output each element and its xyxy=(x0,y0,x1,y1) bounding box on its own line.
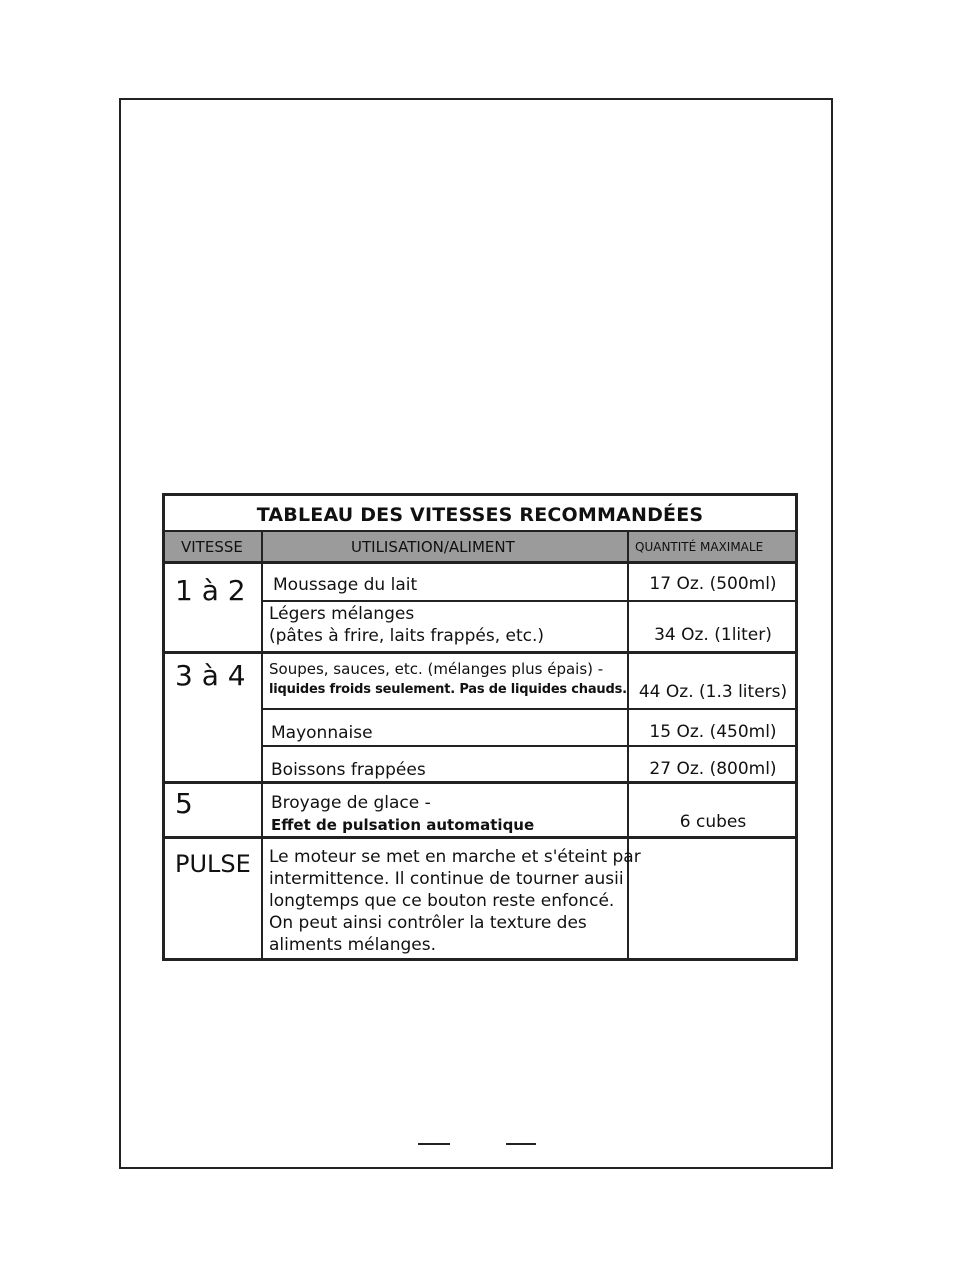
qty-frozen-drinks: 27 Oz. (800ml) xyxy=(649,759,777,779)
usage-ice-crush-2: Effet de pulsation automatique xyxy=(271,816,535,834)
divider-r2-r3 xyxy=(165,781,795,784)
divider-r1-sub xyxy=(261,600,795,602)
qty-soups: 44 Oz. (1.3 liters) xyxy=(638,682,788,702)
usage-frozen-drinks: Boissons frappées xyxy=(271,760,426,780)
usage-soups-2: liquides froids seulement. Pas de liquides chauds. xyxy=(269,682,627,697)
speed-table xyxy=(162,493,798,961)
speed-1-2: 1 à 2 xyxy=(175,574,246,607)
usage-mayonnaise: Mayonnaise xyxy=(271,723,373,743)
divider-r2-sub2 xyxy=(261,745,795,747)
header-usage: UTILISATION/ALIMENT xyxy=(351,538,515,556)
usage-milk-froth: Moussage du lait xyxy=(273,575,418,595)
usage-pulse-1: Le moteur se met en marche et s'éteint par xyxy=(269,847,641,867)
usage-soups-1: Soupes, sauces, etc. (mélanges plus épais) - xyxy=(269,660,604,678)
usage-pulse-5: aliments mélanges. xyxy=(269,935,437,955)
speed-3-4: 3 à 4 xyxy=(175,659,246,692)
table-title: TABLEAU DES VITESSES RECOMMANDÉES xyxy=(165,496,795,532)
usage-pulse-3: longtemps que ce bouton reste enfoncé. xyxy=(269,891,615,911)
divider-r3-r4 xyxy=(165,836,795,839)
usage-pulse-2: intermittence. Il continue de tourner ausii xyxy=(269,869,624,889)
table-header-row xyxy=(165,532,795,564)
qty-light-mix: 34 Oz. (1liter) xyxy=(654,625,772,645)
usage-light-mix-2: (pâtes à frire, laits frappés, etc.) xyxy=(269,626,545,646)
speed-5: 5 xyxy=(175,787,193,820)
header-quantity: QUANTITÉ MAXIMALE xyxy=(635,540,764,554)
divider-r2-sub1 xyxy=(261,708,795,710)
page-number-dash-left xyxy=(418,1143,450,1145)
usage-light-mix-1: Légers mélanges xyxy=(269,604,415,624)
qty-milk-froth: 17 Oz. (500ml) xyxy=(649,574,777,594)
qty-mayonnaise: 15 Oz. (450ml) xyxy=(649,722,777,742)
speed-pulse: PULSE xyxy=(175,850,251,878)
qty-ice-crush: 6 cubes xyxy=(679,812,747,832)
header-speed: VITESSE xyxy=(181,538,243,556)
usage-pulse-4: On peut ainsi contrôler la texture des xyxy=(269,913,587,933)
divider-r1-r2 xyxy=(165,651,795,654)
page-number-dash-right xyxy=(506,1143,536,1145)
usage-ice-crush-1: Broyage de glace - xyxy=(271,793,431,813)
